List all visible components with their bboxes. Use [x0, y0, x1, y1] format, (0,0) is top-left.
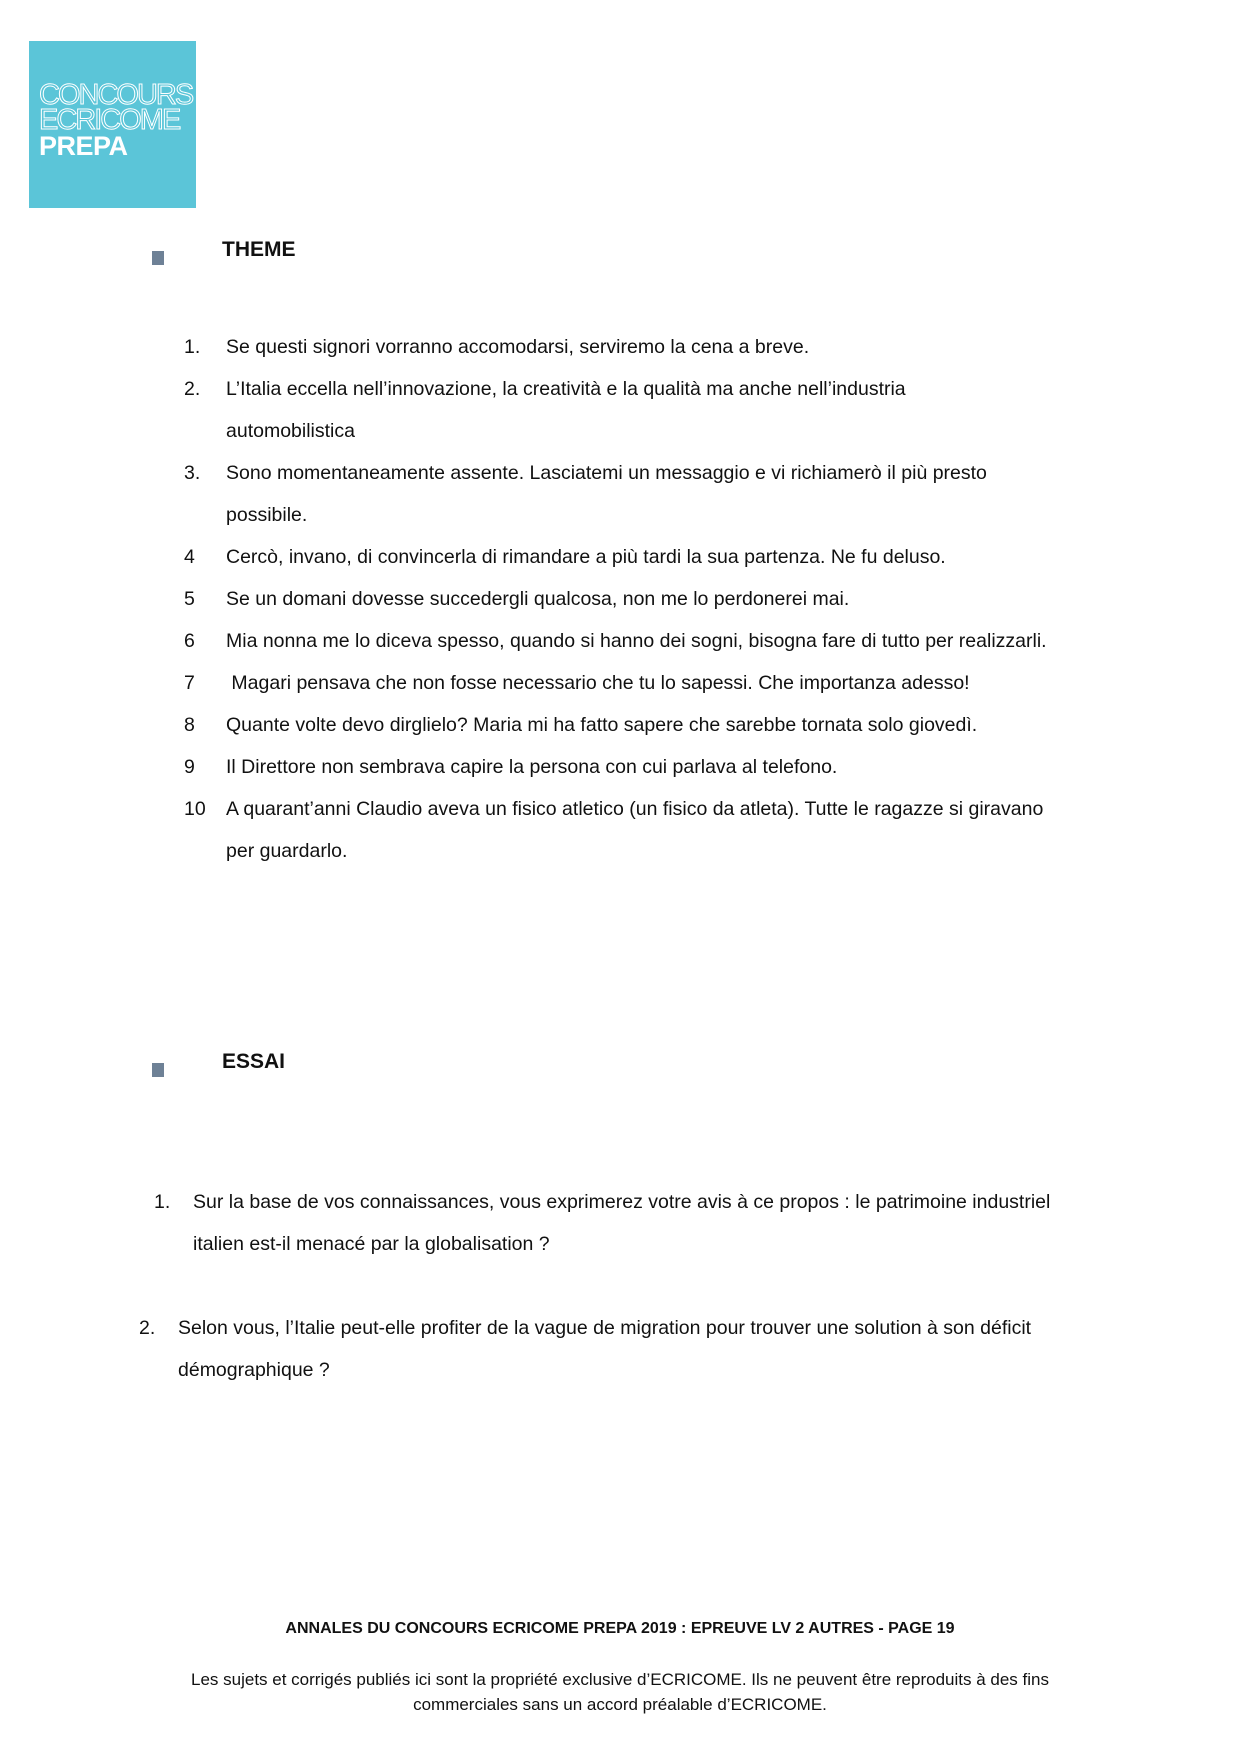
- list-item: [184, 704, 1084, 746]
- item-number: 1.: [184, 336, 201, 358]
- logo-line-prepa: PREPA: [39, 131, 128, 161]
- item-number: 3.: [184, 462, 201, 484]
- item-text: Mia nonna me lo diceva spesso, quando si hanno dei sogni, bisogna fare di tutto per realizzarli.: [226, 630, 1047, 652]
- essai-question: [139, 1307, 1114, 1391]
- item-number: 8: [184, 714, 195, 736]
- list-item: [184, 578, 1084, 620]
- item-number: 4: [184, 546, 195, 568]
- section-title-theme: THEME: [222, 238, 296, 261]
- item-number: 6: [184, 630, 195, 652]
- square-bullet-icon: [152, 1063, 164, 1077]
- list-item: [184, 452, 1084, 536]
- list-item: [184, 620, 1084, 662]
- item-text: Se questi signori vorranno accomodarsi, serviremo la cena a breve.: [226, 336, 810, 358]
- logo-line-ecricome: ECRICOME: [39, 104, 180, 136]
- item-number: 7: [184, 672, 195, 694]
- item-text: Sono momentaneamente assente. Lasciatemi un messaggio e vi richiamerò il più presto possibile.: [226, 462, 987, 526]
- list-item: [184, 662, 1084, 704]
- item-text: Cercò, invano, di convincerla di rimandare a più tardi la sua partenza. Ne fu deluso.: [226, 546, 946, 568]
- list-item: [184, 746, 1084, 788]
- list-item: [184, 368, 1084, 452]
- item-number: 2.: [184, 378, 201, 400]
- list-item: [184, 536, 1084, 578]
- essai-section-header: [152, 1050, 286, 1077]
- item-number: 10: [184, 798, 206, 820]
- theme-list: [184, 326, 1084, 872]
- section-title-essai: ESSAI: [222, 1050, 286, 1073]
- list-item: [184, 788, 1084, 872]
- question-number: 2.: [139, 1317, 156, 1339]
- theme-section-header: [152, 238, 296, 265]
- item-number: 5: [184, 588, 195, 610]
- square-bullet-icon: [152, 251, 164, 265]
- item-number: 9: [184, 756, 195, 778]
- essai-question: [154, 1181, 1114, 1265]
- item-text: L’Italia eccella nell’innovazione, la creatività e la qualità ma anche nell’industria automobilistica: [226, 378, 906, 442]
- ecricome-logo: [29, 41, 196, 208]
- item-text: A quarant’anni Claudio aveva un fisico atletico (un fisico da atleta). Tutte le ragazze si giravano per guardarlo.: [226, 798, 1044, 862]
- list-item: [184, 326, 1084, 368]
- footer-copyright-notice: [0, 1667, 1240, 1717]
- item-text: Magari pensava che non fosse necessario che tu lo sapessi. Che importanza adesso!: [226, 672, 970, 694]
- item-text: Il Direttore non sembrava capire la persona con cui parlava al telefono.: [226, 756, 838, 778]
- footer-page-label: ANNALES DU CONCOURS ECRICOME PREPA 2019 : EPREUVE LV 2 AUTRES - PAGE 19: [285, 1620, 955, 1637]
- question-text: Selon vous, l’Italie peut-elle profiter de la vague de migration pour trouver une solution à son déficit démographique ?: [178, 1317, 1032, 1381]
- question-number: 1.: [154, 1191, 171, 1213]
- item-text: Quante volte devo dirglielo? Maria mi ha fatto sapere che sarebbe tornata solo giovedì.: [226, 714, 978, 736]
- item-text: Se un domani dovesse succedergli qualcosa, non me lo perdonerei mai.: [226, 588, 850, 610]
- footer-notice-text: Les sujets et corrigés publiés ici sont la propriété exclusive d’ECRICOME. Ils ne peuvent être reproduits à des fins commerciales sans un accord préalable d’ECRICOME.: [191, 1670, 1049, 1714]
- logo-line-concours: CONCOURS: [39, 79, 193, 111]
- question-text: Sur la base de vos connaissances, vous exprimerez votre avis à ce propos : le patrimoine industriel italien est-il menacé par la globalisation ?: [193, 1191, 1051, 1255]
